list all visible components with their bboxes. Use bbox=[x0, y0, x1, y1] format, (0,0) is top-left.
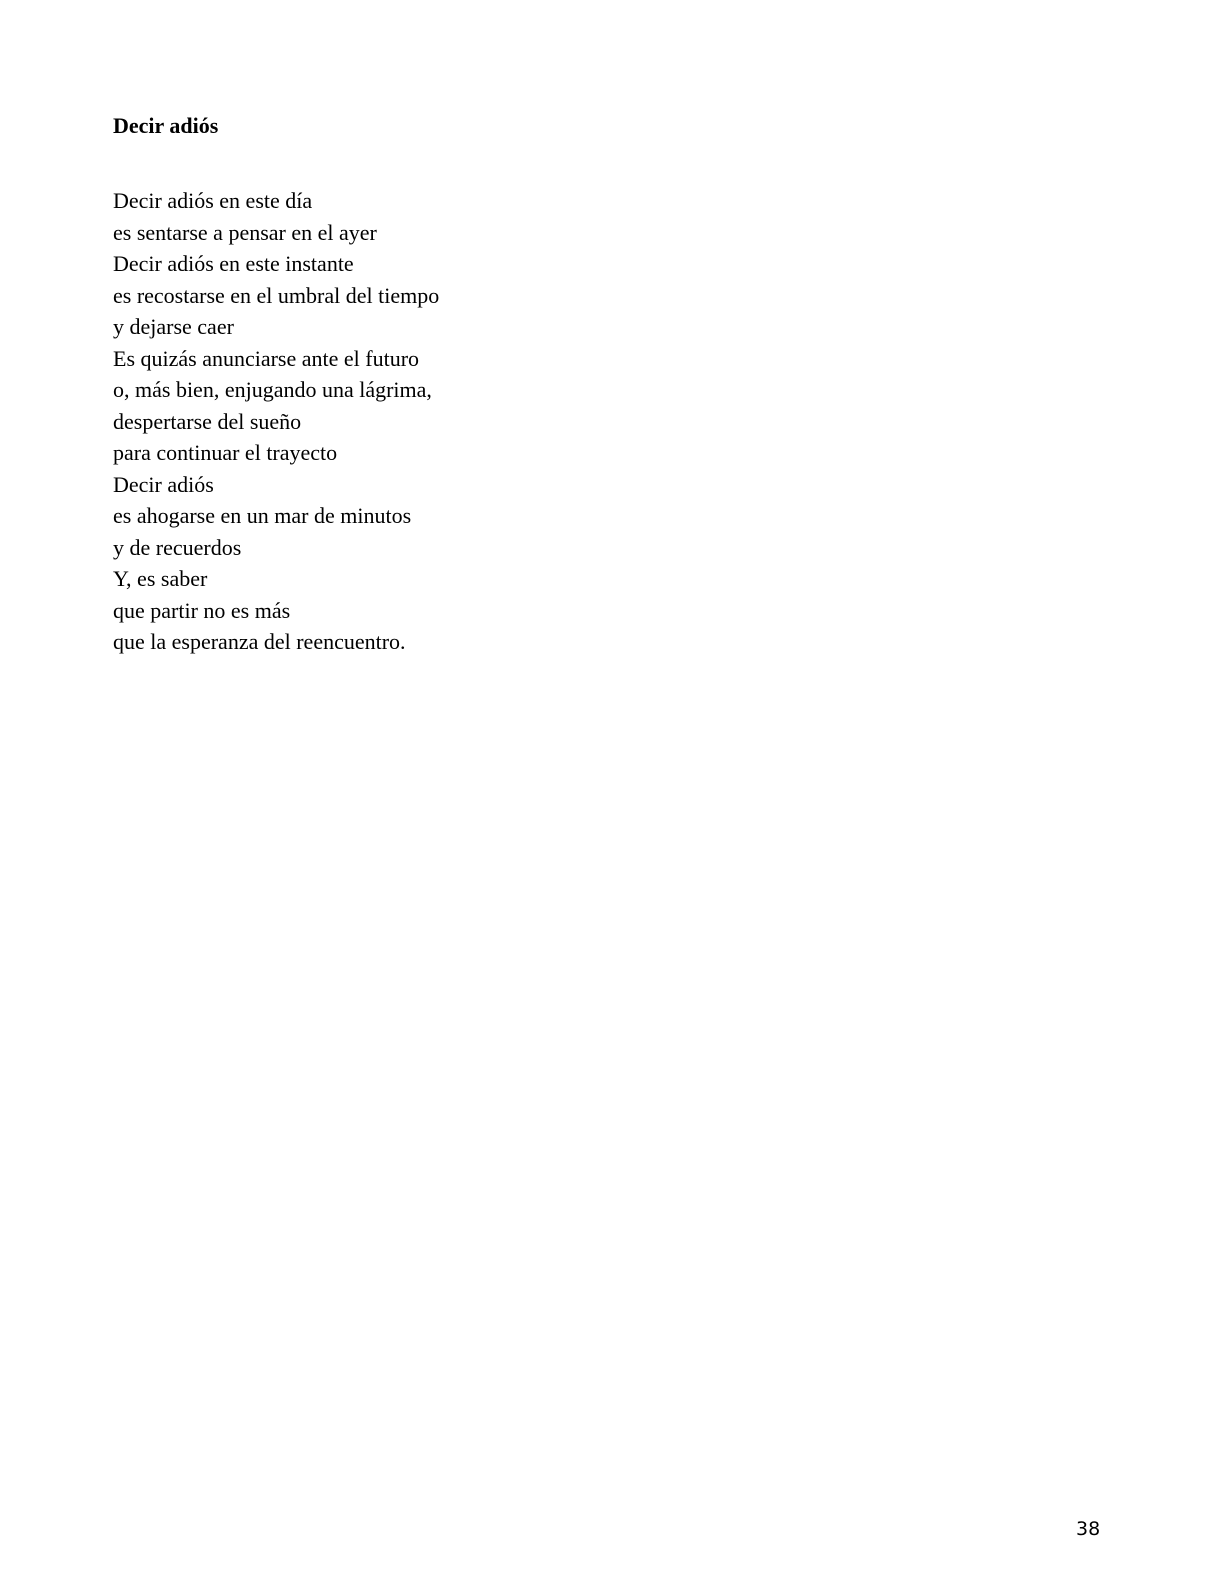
poem-line: que la esperanza del reencuentro. bbox=[113, 629, 406, 654]
poem-line: Decir adiós en este instante bbox=[113, 251, 354, 276]
poem-line: es recostarse en el umbral del tiempo bbox=[113, 282, 440, 308]
poem-line: Es quizás anunciarse ante el futuro bbox=[113, 345, 420, 371]
page-number: 38 bbox=[1076, 1518, 1101, 1540]
poem-line: para continuar el trayecto bbox=[113, 440, 338, 465]
poem-line: Decir adiós bbox=[113, 471, 214, 497]
poem-body bbox=[113, 185, 439, 658]
poem-title: Decir adiós bbox=[113, 113, 219, 138]
poem-line: y dejarse caer bbox=[113, 314, 234, 339]
poem-line: que partir no es más bbox=[113, 597, 291, 623]
poem-line: Decir adiós en este día bbox=[113, 188, 313, 213]
poem-line: es sentarse a pensar en el ayer bbox=[113, 219, 377, 245]
poem-line: o, más bien, enjugando una lágrima, bbox=[113, 377, 432, 402]
poem-line: despertarse del sueño bbox=[113, 408, 302, 434]
poem-line: y de recuerdos bbox=[113, 534, 242, 560]
poem-line: es ahogarse en un mar de minutos bbox=[113, 503, 412, 528]
poem-line: Y, es saber bbox=[113, 566, 208, 591]
